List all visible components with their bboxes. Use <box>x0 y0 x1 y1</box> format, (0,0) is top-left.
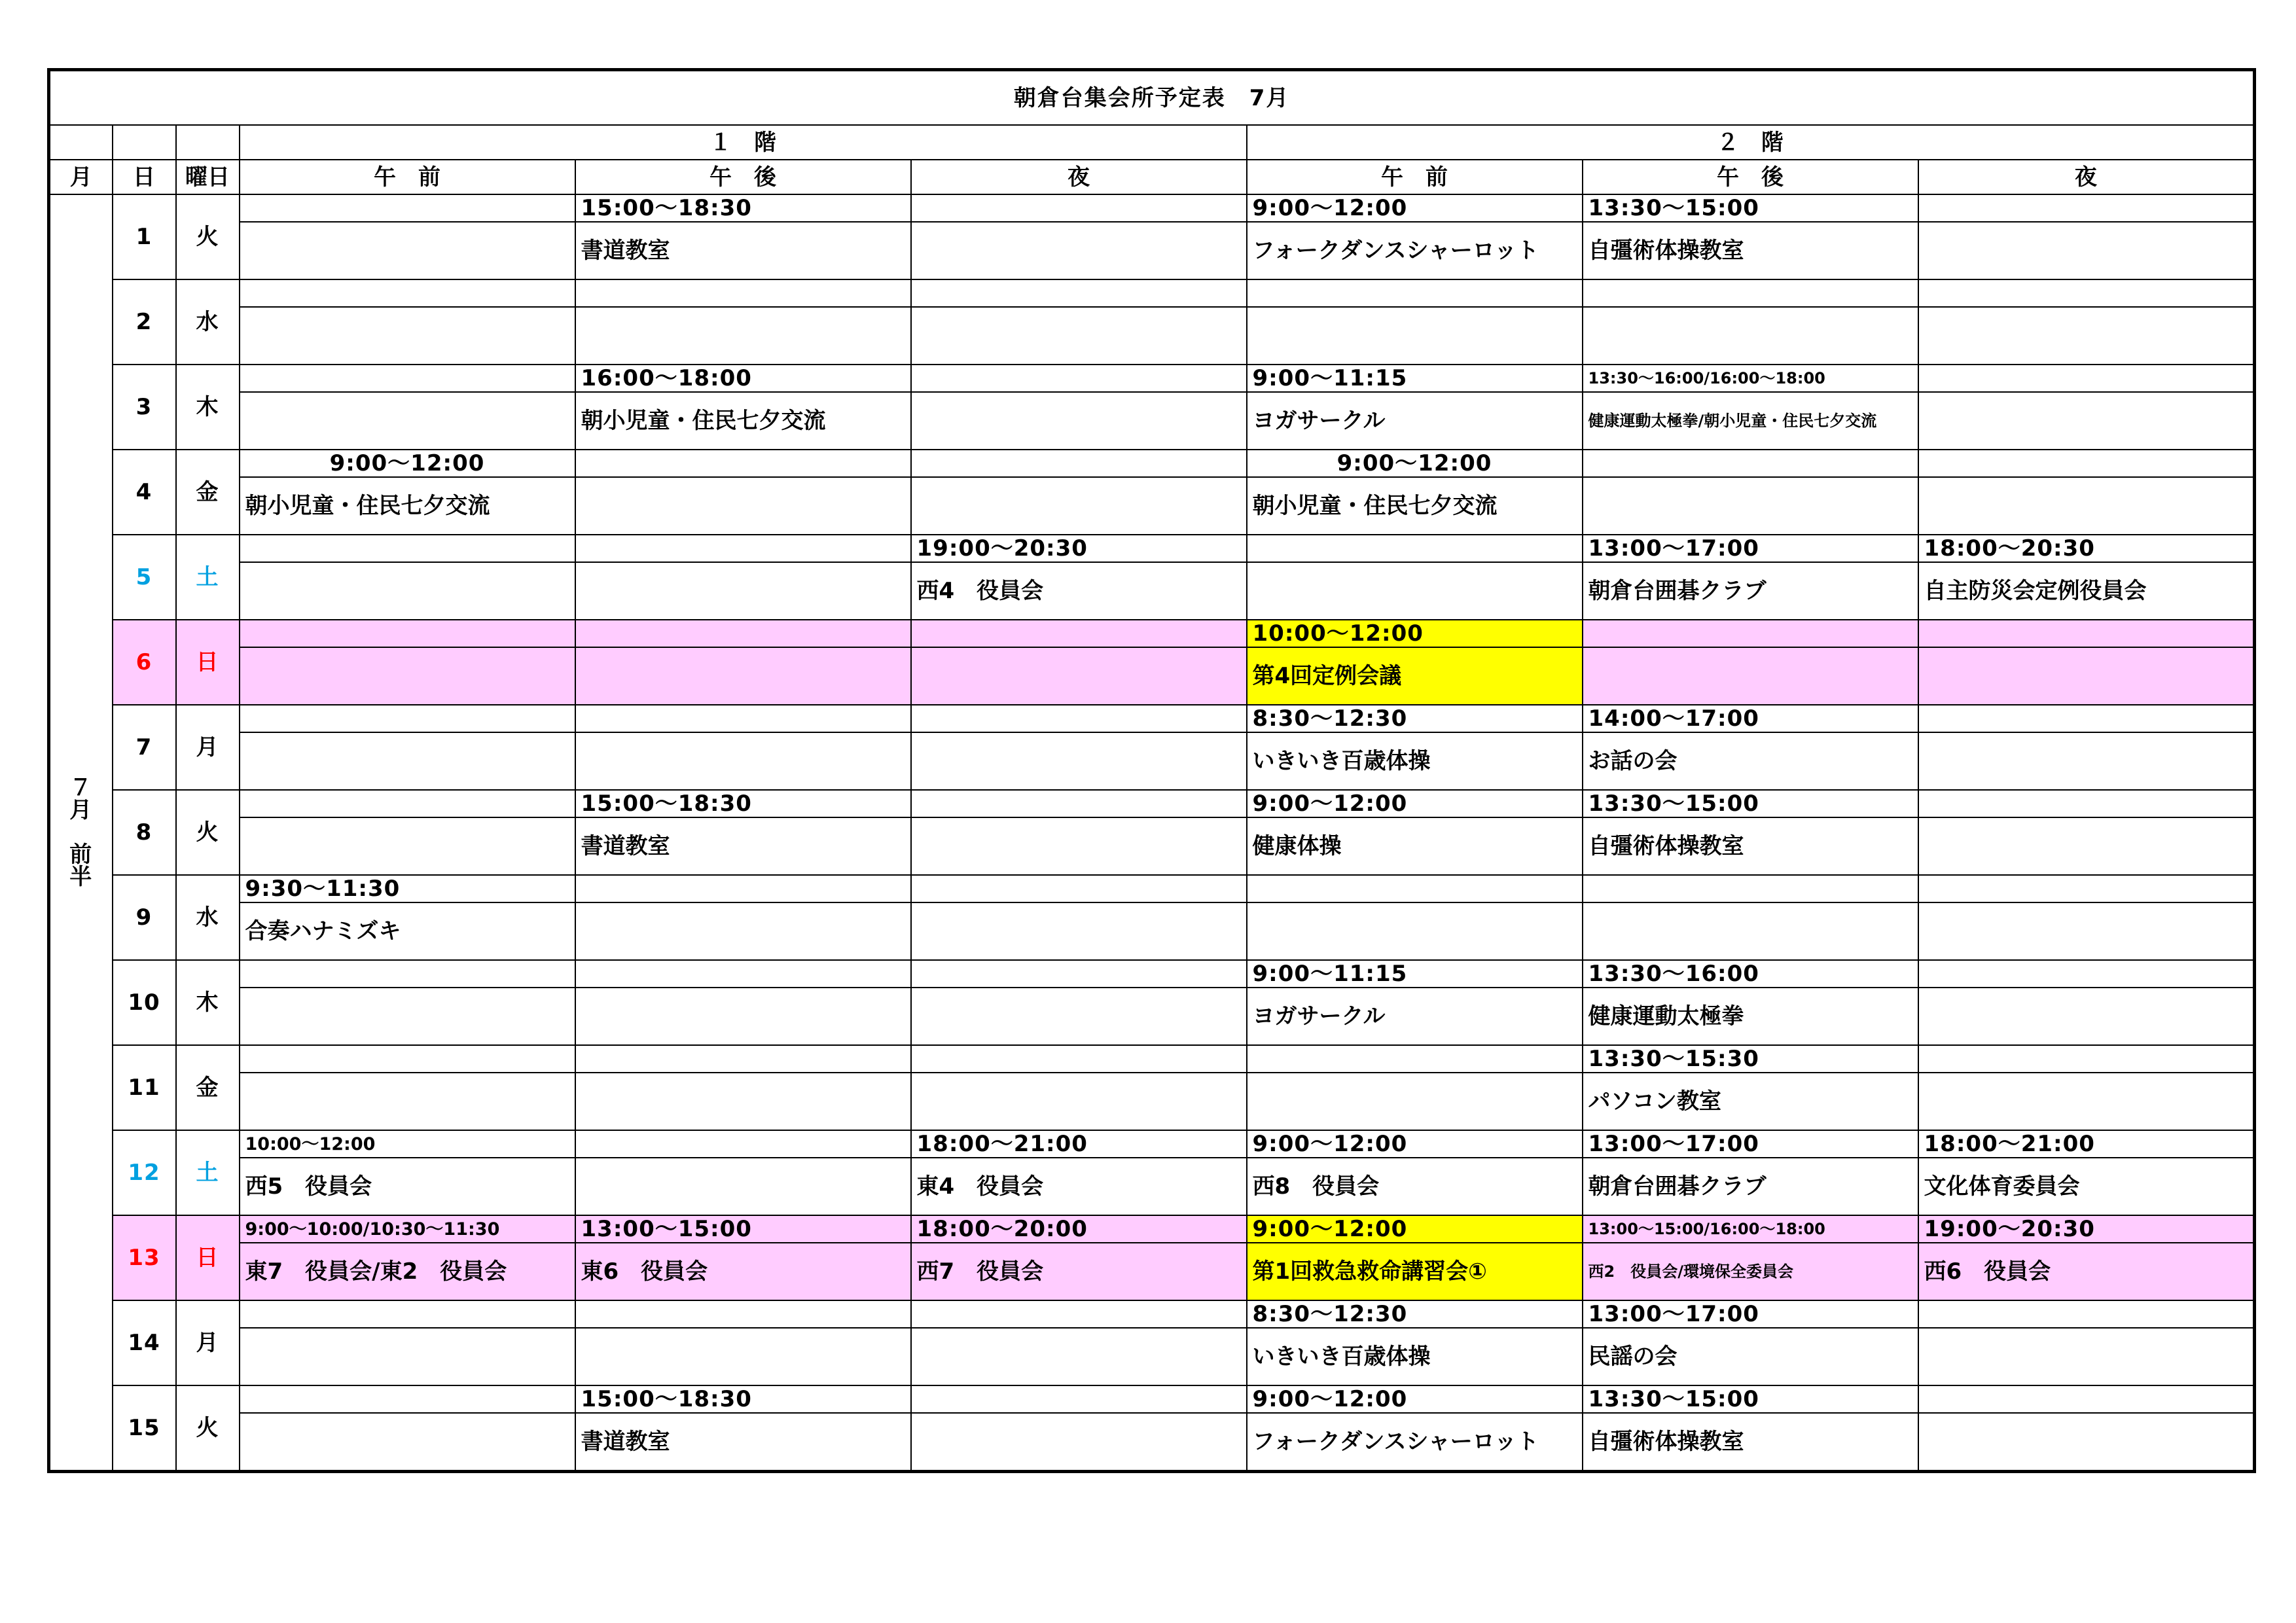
floor2-night-time <box>1918 1045 2255 1073</box>
day-row <box>49 620 2255 647</box>
floor1-pm-event <box>575 307 911 365</box>
floor2-am-time: 9:00～12:00 <box>1247 194 1583 222</box>
floor2-pm-time: 13:30～15:00 <box>1583 194 1918 222</box>
floor2-am-time: 8:30～12:30 <box>1247 1300 1583 1328</box>
floor1-am-event: 朝小児童・住民七夕交流 <box>240 477 575 535</box>
weekday-label: 火 <box>176 194 240 279</box>
floor2-night-time <box>1918 1385 2255 1413</box>
floor2-pm-event: 健康運動太極拳/朝小児童・住民七夕交流 <box>1583 392 1918 450</box>
day-number: 13 <box>113 1215 176 1300</box>
day-row <box>49 988 2255 1045</box>
floor1-night-time <box>911 875 1247 902</box>
month-label-text: 前 <box>69 842 93 868</box>
floor2-pm-time: 13:00～17:00 <box>1583 1130 1918 1158</box>
day-number: 12 <box>113 1130 176 1215</box>
floor1-am-event: 西5 役員会 <box>240 1158 575 1215</box>
day-row <box>49 450 2255 477</box>
day-row <box>49 1130 2255 1158</box>
floor2-night-time <box>1918 194 2255 222</box>
floor2-night-time <box>1918 960 2255 988</box>
weekday-label: 土 <box>176 1130 240 1215</box>
month-header: 月 <box>49 160 113 194</box>
floor2-am-event: 朝小児童・住民七夕交流 <box>1247 477 1583 535</box>
floor2-pm-time: 14:00～17:00 <box>1583 705 1918 732</box>
weekday-label: 金 <box>176 1045 240 1130</box>
floor1-am-event <box>240 1328 575 1385</box>
blank-cell <box>113 125 176 160</box>
weekday-label: 金 <box>176 450 240 535</box>
floor1-pm-time <box>575 1045 911 1073</box>
day-row <box>49 1243 2255 1300</box>
floor1-pm-time <box>575 620 911 647</box>
floor1-pm-event <box>575 647 911 705</box>
day-number: 9 <box>113 875 176 960</box>
floor2-night-event <box>1918 1328 2255 1385</box>
floor1-am-event <box>240 732 575 790</box>
floor1-night-event <box>911 1413 1247 1472</box>
weekday-label: 日 <box>176 620 240 705</box>
floor2-pm-event: パソコン教室 <box>1583 1073 1918 1130</box>
day-row <box>49 705 2255 732</box>
floor2-night-event <box>1918 222 2255 279</box>
day-number: 1 <box>113 194 176 279</box>
floor2-am-event: ヨガサークル <box>1247 392 1583 450</box>
floor1-night-event: 西7 役員会 <box>911 1243 1247 1300</box>
weekday-label: 火 <box>176 1385 240 1472</box>
floor2-am-time: 9:00～12:00 <box>1247 450 1583 477</box>
floor1-night-event <box>911 392 1247 450</box>
floor2-am-event: 第4回定例会議 <box>1247 647 1583 705</box>
day-row <box>49 535 2255 562</box>
floor1-night-time <box>911 705 1247 732</box>
floor-2-header: ２ 階 <box>1247 125 2255 160</box>
floor1-am-time <box>240 1300 575 1328</box>
floor-1-header: １ 階 <box>240 125 1247 160</box>
weekday-label: 月 <box>176 705 240 790</box>
floor2-am-event <box>1247 1073 1583 1130</box>
floor2-am-time: 9:00～11:15 <box>1247 365 1583 392</box>
floor1-pm-time: 15:00～18:30 <box>575 1385 911 1413</box>
day-row <box>49 732 2255 790</box>
floor2-am-time: 9:00～12:00 <box>1247 1130 1583 1158</box>
floor2-pm-event: 健康運動太極拳 <box>1583 988 1918 1045</box>
floor1-pm-event: 書道教室 <box>575 1413 911 1472</box>
floor1-night-event <box>911 988 1247 1045</box>
floor2-pm-time: 13:00～15:00/16:00～18:00 <box>1583 1215 1918 1243</box>
floor2-pm-event: 西2 役員会/環境保全委員会 <box>1583 1243 1918 1300</box>
floor1-am-event <box>240 562 575 620</box>
day-row <box>49 817 2255 875</box>
floor1-pm-time: 13:00～15:00 <box>575 1215 911 1243</box>
weekday-label: 日 <box>176 1215 240 1300</box>
day-row <box>49 222 2255 279</box>
floor2-am-event: フォークダンスシャーロット <box>1247 222 1583 279</box>
day-row <box>49 902 2255 960</box>
floor2-am-event: いきいき百歳体操 <box>1247 732 1583 790</box>
floor1-am-time <box>240 1045 575 1073</box>
floor1-pm-event: 東6 役員会 <box>575 1243 911 1300</box>
floor1-night-time <box>911 1385 1247 1413</box>
month-label-text: 半 <box>69 864 93 890</box>
floor2-night-time <box>1918 1300 2255 1328</box>
floor1-night-event <box>911 1073 1247 1130</box>
weekday-label: 水 <box>176 279 240 365</box>
weekday-label: 水 <box>176 875 240 960</box>
floor1-night-time <box>911 1045 1247 1073</box>
floor1-night-time: 18:00～20:00 <box>911 1215 1247 1243</box>
floor1-pm-event: 書道教室 <box>575 817 911 875</box>
day-row <box>49 1215 2255 1243</box>
day-row <box>49 477 2255 535</box>
floor2-am-time: 9:00～12:00 <box>1247 1385 1583 1413</box>
floor2-am-time: 9:00～11:15 <box>1247 960 1583 988</box>
floor1-night-time <box>911 365 1247 392</box>
day-row <box>49 279 2255 307</box>
floor2-night-time <box>1918 790 2255 817</box>
floor2-night-time <box>1918 705 2255 732</box>
floor1-night-event <box>911 902 1247 960</box>
floor2-pm-event: 朝倉台囲碁クラブ <box>1583 1158 1918 1215</box>
day-number: 7 <box>113 705 176 790</box>
floor2-pm-time: 13:30～16:00/16:00～18:00 <box>1583 365 1918 392</box>
floor2-night-time <box>1918 875 2255 902</box>
floor1-night-time <box>911 620 1247 647</box>
day-row <box>49 194 2255 222</box>
floor2-am-time <box>1247 279 1583 307</box>
floor1-pm-event <box>575 1328 911 1385</box>
day-number: 8 <box>113 790 176 875</box>
floor2-am-time <box>1247 1045 1583 1073</box>
floor2-pm-time: 13:30～15:00 <box>1583 1385 1918 1413</box>
floor2-am-event: いきいき百歳体操 <box>1247 1328 1583 1385</box>
day-row <box>49 647 2255 705</box>
floor2-night-event <box>1918 817 2255 875</box>
floor2-pm-time <box>1583 450 1918 477</box>
floor1-pm-time: 16:00～18:00 <box>575 365 911 392</box>
floor1-pm-time: 15:00～18:30 <box>575 790 911 817</box>
day-number: 3 <box>113 365 176 450</box>
floor2-night-event: 文化体育委員会 <box>1918 1158 2255 1215</box>
floor2-night-event <box>1918 1413 2255 1472</box>
floor1-pm-event <box>575 732 911 790</box>
floor2-night-event <box>1918 902 2255 960</box>
floor2-am-event: 西8 役員会 <box>1247 1158 1583 1215</box>
floor1-night-header: 夜 <box>911 160 1247 194</box>
floor1-am-time: 9:00～10:00/10:30～11:30 <box>240 1215 575 1243</box>
floor1-night-event <box>911 732 1247 790</box>
floor1-am-time <box>240 194 575 222</box>
floor1-night-time <box>911 1300 1247 1328</box>
floor1-am-event <box>240 222 575 279</box>
floor1-night-event <box>911 307 1247 365</box>
floor2-pm-event <box>1583 647 1918 705</box>
floor2-pm-time <box>1583 279 1918 307</box>
floor2-pm-time: 13:30～16:00 <box>1583 960 1918 988</box>
floor1-pm-event: 朝小児童・住民七夕交流 <box>575 392 911 450</box>
floor1-am-time: 10:00～12:00 <box>240 1130 575 1158</box>
floor2-night-time: 18:00～20:30 <box>1918 535 2255 562</box>
floor2-am-event <box>1247 307 1583 365</box>
floor2-pm-event: 自彊術体操教室 <box>1583 817 1918 875</box>
day-row <box>49 562 2255 620</box>
floor2-am-time: 8:30～12:30 <box>1247 705 1583 732</box>
floor2-am-event: 健康体操 <box>1247 817 1583 875</box>
floor2-night-time <box>1918 620 2255 647</box>
floor2-night-event <box>1918 988 2255 1045</box>
floor1-pm-time <box>575 450 911 477</box>
day-row <box>49 1413 2255 1472</box>
floor2-pm-event: 朝倉台囲碁クラブ <box>1583 562 1918 620</box>
floor1-pm-event <box>575 562 911 620</box>
floor1-night-event <box>911 222 1247 279</box>
floor2-night-header: 夜 <box>1918 160 2255 194</box>
floor2-pm-event <box>1583 902 1918 960</box>
floor1-am-time <box>240 535 575 562</box>
floor2-pm-event: 自彊術体操教室 <box>1583 1413 1918 1472</box>
floor1-pm-time <box>575 705 911 732</box>
floor2-pm-time <box>1583 875 1918 902</box>
floor1-night-time <box>911 450 1247 477</box>
floor1-am-time <box>240 365 575 392</box>
month-label <box>49 194 113 1472</box>
floor1-am-event <box>240 988 575 1045</box>
month-label-text: ７ <box>69 775 93 801</box>
floor2-night-event: 西6 役員会 <box>1918 1243 2255 1300</box>
floor1-am-time <box>240 279 575 307</box>
day-row <box>49 307 2255 365</box>
day-row <box>49 365 2255 392</box>
page-title: 朝倉台集会所予定表 7月 <box>49 70 2255 126</box>
floor1-pm-event <box>575 1073 911 1130</box>
floor2-pm-event <box>1583 307 1918 365</box>
floor1-pm-event <box>575 1158 911 1215</box>
floor1-night-event: 西4 役員会 <box>911 562 1247 620</box>
floor2-night-event <box>1918 732 2255 790</box>
weekday-label: 土 <box>176 535 240 620</box>
day-number: 10 <box>113 960 176 1045</box>
floor1-am-time <box>240 705 575 732</box>
floor1-night-event <box>911 817 1247 875</box>
floor2-am-time: 9:00～12:00 <box>1247 1215 1583 1243</box>
floor1-night-event <box>911 647 1247 705</box>
floor2-pm-time <box>1583 620 1918 647</box>
floor1-am-event: 東7 役員会/東2 役員会 <box>240 1243 575 1300</box>
floor2-night-event <box>1918 647 2255 705</box>
blank-cell <box>176 125 240 160</box>
floor2-pm-time: 13:30～15:30 <box>1583 1045 1918 1073</box>
floor1-pm-time <box>575 279 911 307</box>
floor1-am-event <box>240 1413 575 1472</box>
day-row <box>49 1158 2255 1215</box>
floor2-pm-event: 自彊術体操教室 <box>1583 222 1918 279</box>
floor2-night-time: 19:00～20:30 <box>1918 1215 2255 1243</box>
floor1-am-time <box>240 620 575 647</box>
floor2-am-header: 午 前 <box>1247 160 1583 194</box>
floor1-am-event <box>240 392 575 450</box>
day-number: 4 <box>113 450 176 535</box>
floor2-pm-header: 午 後 <box>1583 160 1918 194</box>
floor2-night-time <box>1918 450 2255 477</box>
floor1-am-event <box>240 817 575 875</box>
floor1-pm-header: 午 後 <box>575 160 911 194</box>
floor1-night-time <box>911 960 1247 988</box>
day-header: 日 <box>113 160 176 194</box>
floor2-night-event <box>1918 1073 2255 1130</box>
floor1-am-time <box>240 960 575 988</box>
floor1-am-event <box>240 1073 575 1130</box>
floor1-pm-event: 書道教室 <box>575 222 911 279</box>
floor1-am-time: 9:30～11:30 <box>240 875 575 902</box>
weekday-label: 月 <box>176 1300 240 1385</box>
day-row <box>49 960 2255 988</box>
floor1-night-time <box>911 790 1247 817</box>
floor1-night-event: 東4 役員会 <box>911 1158 1247 1215</box>
floor2-pm-time: 13:00～17:00 <box>1583 535 1918 562</box>
floor1-pm-time: 15:00～18:30 <box>575 194 911 222</box>
day-row <box>49 790 2255 817</box>
floor1-night-event <box>911 477 1247 535</box>
floor1-am-time: 9:00～12:00 <box>240 450 575 477</box>
floor1-am-event <box>240 647 575 705</box>
weekday-label: 木 <box>176 960 240 1045</box>
floor1-am-time <box>240 1385 575 1413</box>
floor1-pm-time <box>575 1130 911 1158</box>
day-row <box>49 392 2255 450</box>
floor1-pm-time <box>575 875 911 902</box>
floor1-pm-event <box>575 988 911 1045</box>
floor2-am-event <box>1247 902 1583 960</box>
day-number: 2 <box>113 279 176 365</box>
day-number: 15 <box>113 1385 176 1472</box>
weekday-label: 木 <box>176 365 240 450</box>
floor2-night-time <box>1918 279 2255 307</box>
day-row <box>49 1073 2255 1130</box>
floor1-pm-time <box>575 1300 911 1328</box>
floor2-am-time <box>1247 535 1583 562</box>
weekday-label: 火 <box>176 790 240 875</box>
floor2-night-event <box>1918 307 2255 365</box>
floor2-night-time: 18:00～21:00 <box>1918 1130 2255 1158</box>
floor1-night-time <box>911 279 1247 307</box>
floor1-pm-event <box>575 477 911 535</box>
floor1-am-event: 合奏ハナミズキ <box>240 902 575 960</box>
day-row <box>49 1328 2255 1385</box>
floor2-am-time <box>1247 875 1583 902</box>
floor1-pm-time <box>575 960 911 988</box>
floor2-pm-event: お話の会 <box>1583 732 1918 790</box>
floor2-am-event: ヨガサークル <box>1247 988 1583 1045</box>
floor1-am-header: 午 前 <box>240 160 575 194</box>
floor2-night-event <box>1918 392 2255 450</box>
floor1-am-event <box>240 307 575 365</box>
floor1-night-event <box>911 1328 1247 1385</box>
floor1-night-time: 18:00～21:00 <box>911 1130 1247 1158</box>
floor2-am-time: 9:00～12:00 <box>1247 790 1583 817</box>
floor2-am-event: フォークダンスシャーロット <box>1247 1413 1583 1472</box>
day-number: 6 <box>113 620 176 705</box>
day-row <box>49 1385 2255 1413</box>
floor2-am-event <box>1247 562 1583 620</box>
floor1-pm-time <box>575 535 911 562</box>
day-number: 14 <box>113 1300 176 1385</box>
floor2-night-time <box>1918 365 2255 392</box>
blank-cell <box>49 125 113 160</box>
floor2-pm-time: 13:00～17:00 <box>1583 1300 1918 1328</box>
floor2-pm-event: 民謡の会 <box>1583 1328 1918 1385</box>
floor1-pm-event <box>575 902 911 960</box>
day-number: 11 <box>113 1045 176 1130</box>
floor2-am-time: 10:00～12:00 <box>1247 620 1583 647</box>
floor1-night-time <box>911 194 1247 222</box>
weekday-header: 曜日 <box>176 160 240 194</box>
floor2-night-event <box>1918 477 2255 535</box>
day-number: 5 <box>113 535 176 620</box>
floor2-pm-time: 13:30～15:00 <box>1583 790 1918 817</box>
floor2-night-event: 自主防災会定例役員会 <box>1918 562 2255 620</box>
day-row <box>49 1300 2255 1328</box>
floor1-night-time: 19:00～20:30 <box>911 535 1247 562</box>
floor2-pm-event <box>1583 477 1918 535</box>
day-row <box>49 875 2255 902</box>
floor1-am-time <box>240 790 575 817</box>
day-row <box>49 1045 2255 1073</box>
floor2-am-event: 第1回救急救命講習会① <box>1247 1243 1583 1300</box>
month-label-text: 月 <box>69 797 93 823</box>
schedule-table <box>47 68 2256 1473</box>
